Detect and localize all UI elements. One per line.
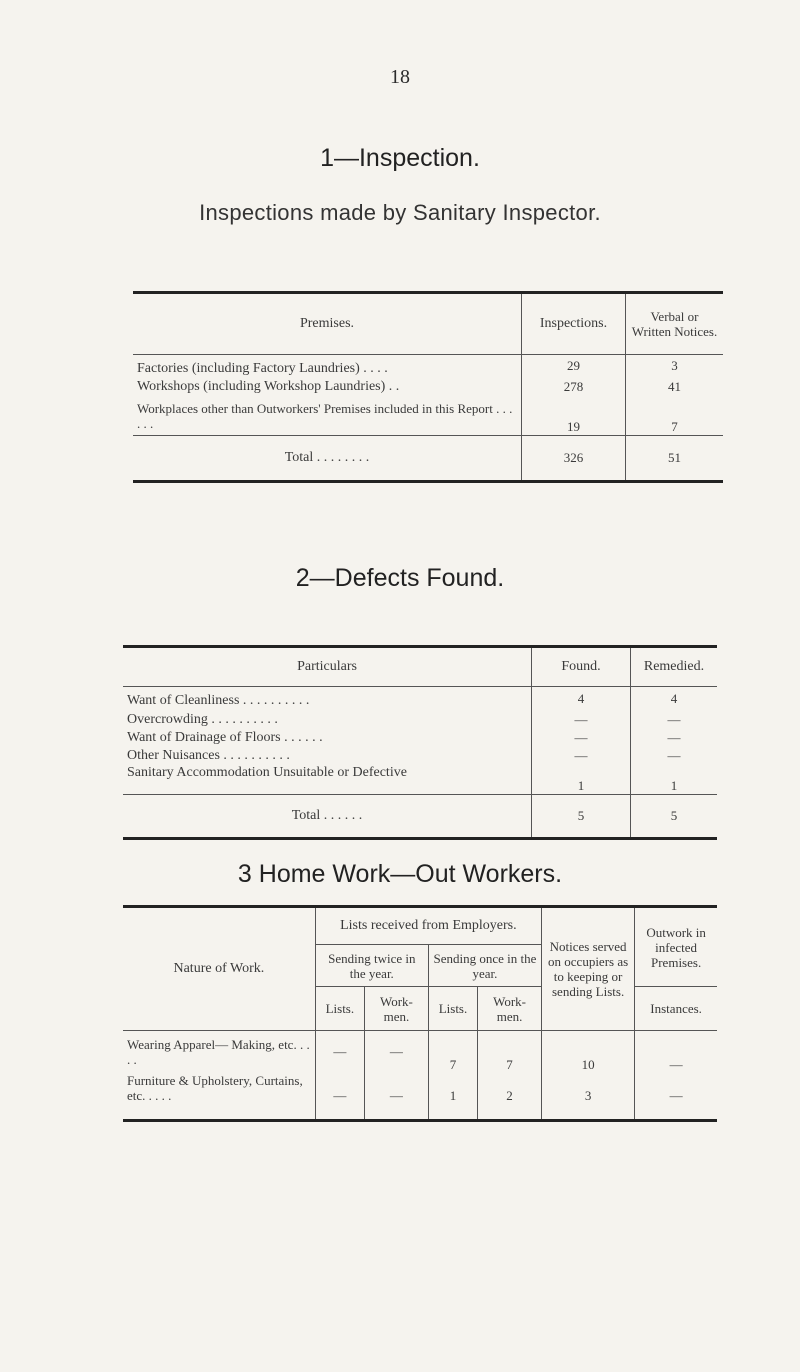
inspections-table xyxy=(133,291,723,483)
row-instances: — xyxy=(669,1087,683,1103)
row-twice-workmen: — xyxy=(364,1073,428,1121)
row-inspections: 19 xyxy=(522,397,626,435)
table-row xyxy=(123,711,717,729)
total-label: Total . . . . . . xyxy=(123,795,532,839)
total-row xyxy=(133,435,723,481)
header-once-workmen: Work-men. xyxy=(478,987,542,1031)
row-notices: 10 xyxy=(541,1031,634,1073)
table-row xyxy=(133,377,723,397)
row-once-workmen: 7 xyxy=(478,1031,542,1073)
row-nature: Wearing Apparel— Making, etc. . . . . xyxy=(123,1031,315,1073)
header-found: Found. xyxy=(532,647,631,687)
header-outwork: Outwork in infected Premises. xyxy=(646,924,706,970)
row-instances: — xyxy=(669,1056,683,1072)
outworkers-table xyxy=(123,905,717,1122)
header-premises: Premises. xyxy=(133,293,522,355)
total-inspections: 326 xyxy=(522,435,626,481)
table-row xyxy=(123,765,717,795)
defects-table xyxy=(123,645,717,840)
row-particulars: Sanitary Accommodation Unsuitable or Defective xyxy=(123,765,532,795)
row-once-workmen: 2 xyxy=(478,1073,542,1121)
row-notices: 3 xyxy=(541,1073,634,1121)
table-row xyxy=(123,729,717,747)
row-particulars: Overcrowding . . . . . . . . . . xyxy=(123,711,532,729)
row-premises: Factories (including Factory Laundries) . . . . xyxy=(133,355,522,378)
section-1-subtitle: Inspections made by Sanitary Inspector. xyxy=(199,200,601,225)
header-once-lists: Lists. xyxy=(428,987,477,1031)
row-found: — xyxy=(532,729,631,747)
header-particulars: Particulars xyxy=(123,647,532,687)
table-row xyxy=(123,747,717,765)
row-twice-lists: — xyxy=(315,1073,364,1121)
row-premises: Workplaces other than Outworkers' Premises included in this Report . . . . . . xyxy=(133,397,522,435)
row-found: — xyxy=(532,747,631,765)
total-row xyxy=(123,795,717,839)
table-row xyxy=(123,687,717,711)
header-sending-twice: Sending twice in the year. xyxy=(315,945,428,987)
row-notices: 41 xyxy=(668,379,681,394)
row-once-lists: 7 xyxy=(428,1031,477,1073)
header-lists-received: Lists received from Employers. xyxy=(315,907,541,945)
row-remedied: — xyxy=(667,729,681,745)
row-remedied: — xyxy=(667,747,681,763)
table-row xyxy=(123,1073,717,1121)
table-row xyxy=(123,1031,717,1073)
row-remedied: — xyxy=(667,711,681,727)
row-inspections: 29 xyxy=(522,355,626,378)
header-sending-once: Sending once in the year. xyxy=(428,945,541,987)
row-inspections: 278 xyxy=(522,377,626,397)
total-remedied: 5 xyxy=(670,808,678,823)
row-premises: Workshops (including Workshop Laundries) . . xyxy=(133,377,522,397)
row-found: 4 xyxy=(532,687,631,711)
section-1-title: 1—Inspection. xyxy=(320,144,480,172)
row-particulars: Other Nuisances . . . . . . . . . . xyxy=(123,747,532,765)
row-twice-workmen: — xyxy=(364,1031,428,1073)
header-instances: Instances. xyxy=(635,987,717,1031)
row-notices: 3 xyxy=(671,358,678,373)
header-twice-workmen: Work-men. xyxy=(364,987,428,1031)
row-particulars: Want of Cleanliness . . . . . . . . . . xyxy=(123,687,532,711)
row-notices: 7 xyxy=(671,418,678,434)
header-inspections: Inspections. xyxy=(522,293,626,355)
row-once-lists: 1 xyxy=(428,1073,477,1121)
header-notices: Verbal or Written Notices. xyxy=(631,309,718,339)
header-nature: Nature of Work. xyxy=(123,907,315,1031)
total-notices: 51 xyxy=(668,449,681,465)
header-notices: Notices served on occupiers as to keeping or sending Lists. xyxy=(541,907,634,1031)
row-found: 1 xyxy=(532,765,631,795)
row-remedied: 1 xyxy=(670,778,678,793)
row-remedied: 4 xyxy=(670,690,678,706)
section-2-title: 2—Defects Found. xyxy=(295,564,505,592)
total-label: Total . . . . . . . . xyxy=(133,435,522,481)
table-row xyxy=(133,397,723,435)
section-3-title: 3 Home Work—Out Workers. xyxy=(237,860,563,888)
row-found: — xyxy=(532,711,631,729)
row-nature: Furniture & Upholstery, Curtains, etc. . . . . xyxy=(123,1073,315,1121)
row-particulars: Want of Drainage of Floors . . . . . . xyxy=(123,729,532,747)
total-found: 5 xyxy=(532,795,631,839)
row-twice-lists: — xyxy=(315,1031,364,1073)
page-number: 18 xyxy=(390,66,410,88)
header-twice-lists: Lists. xyxy=(315,987,364,1031)
table-row xyxy=(133,355,723,378)
header-remedied: Remedied. xyxy=(643,659,705,674)
